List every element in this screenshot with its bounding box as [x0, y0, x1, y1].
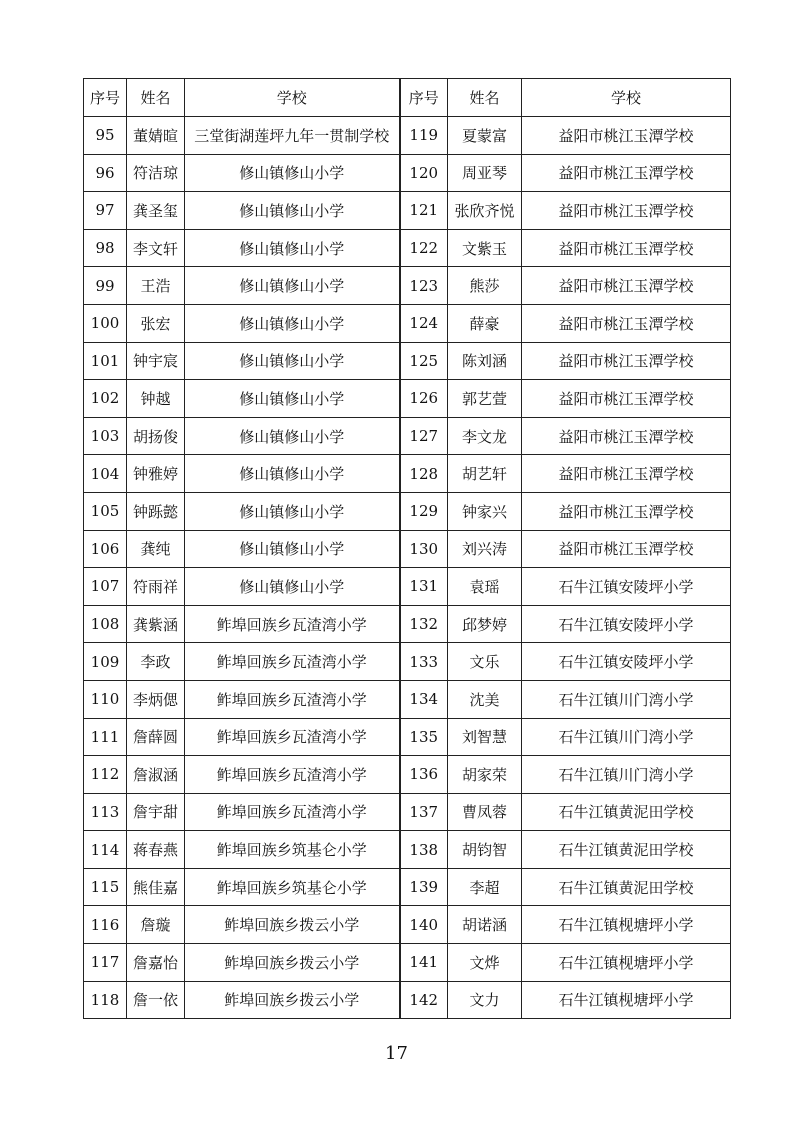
cell-name: 龚圣玺: [127, 192, 185, 230]
cell-name: 詹淑涵: [127, 756, 185, 794]
cell-name: 张欣齐悦: [448, 192, 522, 230]
cell-school: 石牛江镇枧塘坪小学: [522, 981, 731, 1019]
cell-name: 蒋春燕: [127, 831, 185, 869]
cell-index: 132: [400, 605, 448, 643]
table-row: [84, 380, 731, 418]
cell-school: 修山镇修山小学: [185, 380, 400, 418]
cell-index: 141: [400, 944, 448, 982]
cell-index: 117: [84, 944, 127, 982]
cell-name: 詹嘉怡: [127, 944, 185, 982]
cell-school: 益阳市桃江玉潭学校: [522, 117, 731, 155]
table-row: [84, 304, 731, 342]
cell-index: 115: [84, 868, 127, 906]
cell-name: 熊佳嘉: [127, 868, 185, 906]
table-row: [84, 981, 731, 1019]
cell-index: 96: [84, 154, 127, 192]
cell-school: 益阳市桃江玉潭学校: [522, 530, 731, 568]
cell-school: 鲊埠回族乡拨云小学: [185, 906, 400, 944]
cell-school: 修山镇修山小学: [185, 304, 400, 342]
table-row: [84, 868, 731, 906]
cell-school: 修山镇修山小学: [185, 417, 400, 455]
cell-school: 修山镇修山小学: [185, 154, 400, 192]
cell-index: 120: [400, 154, 448, 192]
cell-index: 121: [400, 192, 448, 230]
cell-index: 124: [400, 304, 448, 342]
cell-index: 128: [400, 455, 448, 493]
cell-name: 董婧暄: [127, 117, 185, 155]
cell-name: 符洁琼: [127, 154, 185, 192]
cell-school: 石牛江镇安陵坪小学: [522, 568, 731, 606]
cell-index: 122: [400, 229, 448, 267]
cell-school: 三堂街湖莲坪九年一贯制学校: [185, 117, 400, 155]
table-row: [84, 718, 731, 756]
cell-name: 胡诺涵: [448, 906, 522, 944]
cell-index: 131: [400, 568, 448, 606]
header-name: 姓名: [448, 79, 522, 117]
cell-index: 113: [84, 793, 127, 831]
cell-school: 修山镇修山小学: [185, 492, 400, 530]
table-header-row: [84, 79, 731, 117]
cell-school: 益阳市桃江玉潭学校: [522, 192, 731, 230]
cell-name: 李文轩: [127, 229, 185, 267]
cell-name: 符雨祥: [127, 568, 185, 606]
cell-index: 99: [84, 267, 127, 305]
cell-index: 100: [84, 304, 127, 342]
cell-index: 108: [84, 605, 127, 643]
header-name: 姓名: [127, 79, 185, 117]
cell-school: 益阳市桃江玉潭学校: [522, 417, 731, 455]
cell-school: 修山镇修山小学: [185, 229, 400, 267]
cell-name: 胡钧智: [448, 831, 522, 869]
cell-name: 钟家兴: [448, 492, 522, 530]
cell-school: 石牛江镇枧塘坪小学: [522, 906, 731, 944]
cell-index: 135: [400, 718, 448, 756]
cell-name: 詹一依: [127, 981, 185, 1019]
cell-school: 益阳市桃江玉潭学校: [522, 267, 731, 305]
cell-index: 102: [84, 380, 127, 418]
cell-name: 李文龙: [448, 417, 522, 455]
table-row: [84, 530, 731, 568]
cell-school: 石牛江镇川门湾小学: [522, 680, 731, 718]
cell-index: 104: [84, 455, 127, 493]
cell-school: 益阳市桃江玉潭学校: [522, 455, 731, 493]
cell-name: 袁瑶: [448, 568, 522, 606]
cell-index: 116: [84, 906, 127, 944]
table-row: [84, 906, 731, 944]
cell-index: 133: [400, 643, 448, 681]
header-school: 学校: [522, 79, 731, 117]
cell-school: 修山镇修山小学: [185, 455, 400, 493]
table-row: [84, 831, 731, 869]
cell-index: 110: [84, 680, 127, 718]
table-row: [84, 605, 731, 643]
cell-school: 石牛江镇川门湾小学: [522, 756, 731, 794]
cell-index: 105: [84, 492, 127, 530]
cell-index: 139: [400, 868, 448, 906]
cell-index: 97: [84, 192, 127, 230]
cell-index: 112: [84, 756, 127, 794]
table-row: [84, 192, 731, 230]
cell-index: 142: [400, 981, 448, 1019]
cell-school: 鲊埠回族乡瓦渣湾小学: [185, 605, 400, 643]
page-number: 17: [385, 1043, 408, 1064]
cell-index: 98: [84, 229, 127, 267]
table-row: [84, 229, 731, 267]
table-row: [84, 267, 731, 305]
cell-school: 石牛江镇川门湾小学: [522, 718, 731, 756]
cell-index: 111: [84, 718, 127, 756]
cell-school: 修山镇修山小学: [185, 568, 400, 606]
header-school: 学校: [185, 79, 400, 117]
cell-school: 鲊埠回族乡拨云小学: [185, 981, 400, 1019]
cell-name: 沈美: [448, 680, 522, 718]
header-index: 序号: [84, 79, 127, 117]
cell-name: 文紫玉: [448, 229, 522, 267]
cell-index: 95: [84, 117, 127, 155]
cell-index: 136: [400, 756, 448, 794]
cell-index: 138: [400, 831, 448, 869]
cell-name: 郭艺萱: [448, 380, 522, 418]
cell-index: 129: [400, 492, 448, 530]
cell-school: 修山镇修山小学: [185, 192, 400, 230]
cell-name: 李超: [448, 868, 522, 906]
cell-name: 周亚琴: [448, 154, 522, 192]
cell-school: 益阳市桃江玉潭学校: [522, 229, 731, 267]
table-row: [84, 492, 731, 530]
cell-name: 陈刘涵: [448, 342, 522, 380]
cell-school: 益阳市桃江玉潭学校: [522, 380, 731, 418]
cell-school: 石牛江镇黄泥田学校: [522, 793, 731, 831]
table-row: [84, 154, 731, 192]
cell-name: 钟宇宸: [127, 342, 185, 380]
cell-name: 文烨: [448, 944, 522, 982]
cell-index: 137: [400, 793, 448, 831]
cell-school: 鲊埠回族乡瓦渣湾小学: [185, 793, 400, 831]
cell-name: 钟雅婷: [127, 455, 185, 493]
cell-index: 127: [400, 417, 448, 455]
table-row: [84, 342, 731, 380]
cell-name: 邱梦婷: [448, 605, 522, 643]
cell-name: 李炳偲: [127, 680, 185, 718]
cell-school: 鲊埠回族乡筑基仑小学: [185, 831, 400, 869]
table-body: [84, 117, 731, 1019]
cell-name: 李政: [127, 643, 185, 681]
cell-school: 石牛江镇枧塘坪小学: [522, 944, 731, 982]
cell-school: 鲊埠回族乡拨云小学: [185, 944, 400, 982]
cell-index: 106: [84, 530, 127, 568]
cell-name: 薛豪: [448, 304, 522, 342]
cell-index: 119: [400, 117, 448, 155]
cell-school: 益阳市桃江玉潭学校: [522, 492, 731, 530]
cell-school: 益阳市桃江玉潭学校: [522, 304, 731, 342]
cell-name: 夏蒙富: [448, 117, 522, 155]
cell-name: 胡艺轩: [448, 455, 522, 493]
cell-index: 101: [84, 342, 127, 380]
cell-school: 鲊埠回族乡瓦渣湾小学: [185, 718, 400, 756]
cell-index: 125: [400, 342, 448, 380]
cell-school: 修山镇修山小学: [185, 267, 400, 305]
cell-school: 鲊埠回族乡瓦渣湾小学: [185, 756, 400, 794]
table-row: [84, 944, 731, 982]
cell-name: 刘智慧: [448, 718, 522, 756]
cell-school: 石牛江镇黄泥田学校: [522, 868, 731, 906]
cell-name: 熊莎: [448, 267, 522, 305]
student-list-table: [83, 78, 731, 1019]
cell-name: 詹宇甜: [127, 793, 185, 831]
table-row: [84, 117, 731, 155]
cell-index: 126: [400, 380, 448, 418]
cell-index: 109: [84, 643, 127, 681]
cell-school: 鲊埠回族乡瓦渣湾小学: [185, 680, 400, 718]
cell-name: 刘兴涛: [448, 530, 522, 568]
cell-school: 益阳市桃江玉潭学校: [522, 342, 731, 380]
cell-name: 胡扬俊: [127, 417, 185, 455]
cell-name: 曹凤蓉: [448, 793, 522, 831]
table-row: [84, 568, 731, 606]
cell-school: 石牛江镇黄泥田学校: [522, 831, 731, 869]
cell-index: 134: [400, 680, 448, 718]
cell-index: 140: [400, 906, 448, 944]
cell-name: 王浩: [127, 267, 185, 305]
table-row: [84, 643, 731, 681]
cell-index: 107: [84, 568, 127, 606]
table-row: [84, 455, 731, 493]
cell-index: 130: [400, 530, 448, 568]
cell-school: 益阳市桃江玉潭学校: [522, 154, 731, 192]
table-row: [84, 680, 731, 718]
header-index: 序号: [400, 79, 448, 117]
cell-name: 詹薛圆: [127, 718, 185, 756]
cell-school: 鲊埠回族乡筑基仑小学: [185, 868, 400, 906]
cell-school: 修山镇修山小学: [185, 530, 400, 568]
student-list-table-container: [83, 78, 730, 1019]
cell-name: 龚纯: [127, 530, 185, 568]
table-row: [84, 417, 731, 455]
cell-name: 钟跞懿: [127, 492, 185, 530]
cell-name: 钟越: [127, 380, 185, 418]
cell-school: 修山镇修山小学: [185, 342, 400, 380]
cell-index: 118: [84, 981, 127, 1019]
cell-name: 文乐: [448, 643, 522, 681]
table-row: [84, 793, 731, 831]
cell-school: 石牛江镇安陵坪小学: [522, 605, 731, 643]
cell-name: 詹璇: [127, 906, 185, 944]
cell-name: 龚紫涵: [127, 605, 185, 643]
cell-index: 114: [84, 831, 127, 869]
table-row: [84, 756, 731, 794]
cell-index: 123: [400, 267, 448, 305]
cell-name: 文力: [448, 981, 522, 1019]
cell-name: 张宏: [127, 304, 185, 342]
cell-name: 胡家荣: [448, 756, 522, 794]
cell-school: 石牛江镇安陵坪小学: [522, 643, 731, 681]
cell-index: 103: [84, 417, 127, 455]
cell-school: 鲊埠回族乡瓦渣湾小学: [185, 643, 400, 681]
